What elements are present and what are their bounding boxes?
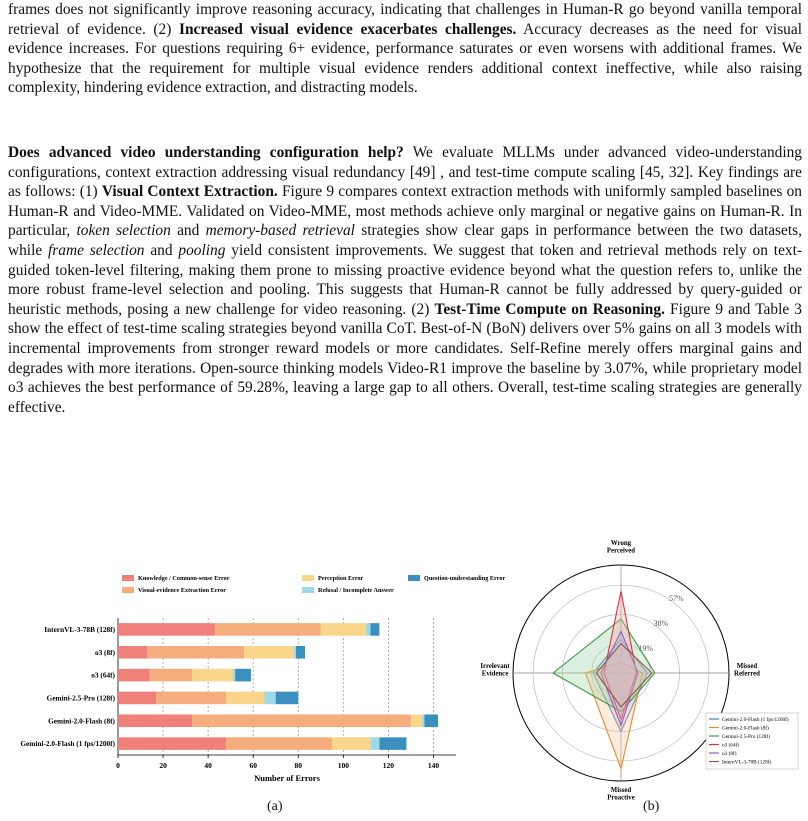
bar-segment: [147, 646, 244, 659]
bar-segment: [118, 692, 156, 705]
legend-swatch: [122, 575, 134, 581]
category-label: InternVL-3-78B (128f): [44, 624, 115, 634]
legend-label: Knowledge / Common-sense Error: [138, 575, 230, 582]
paragraph-2: [8, 143, 802, 417]
p2-run-3: Figure 9 compares context extraction methods with uniformly sampled baselines on Human-R and Video-MME. Validated on Video-MME, most methods achieve only marginal or negative gains on Human-R. In particular,: [8, 183, 802, 240]
bar-segment: [296, 646, 305, 659]
bar-segment: [370, 623, 379, 636]
p1-run-0: frames does not significantly improve reasoning accuracy, indicating that challenges in Human-R go beyond vanilla temporal retrieval of evidence. (2): [8, 1, 802, 38]
bar-segment: [332, 737, 370, 750]
radar-axis-label: Missed Referred: [734, 663, 760, 678]
category-label: o3 (8f): [94, 647, 115, 657]
x-tick-label: 120: [382, 761, 395, 770]
bar-segment: [321, 623, 366, 636]
paragraph-1: [8, 0, 802, 98]
category-label: Gemini-2.0-Flash (8f): [48, 716, 115, 726]
p2-run-8: frame selection: [48, 241, 145, 259]
legend-label: o3 (8f): [722, 751, 737, 757]
x-tick-label: 0: [116, 761, 120, 770]
bar-segment: [422, 714, 424, 727]
category-label: Gemini-2.5-Pro (128f): [46, 693, 115, 703]
category-label: Gemini-2.0-Flash (1 fps/1200f): [20, 739, 115, 749]
radar-axis-label: Missed Proactive: [607, 787, 635, 802]
legend-swatch: [302, 575, 314, 581]
bar-segment: [215, 623, 321, 636]
legend-label: Gemini-2.5-Pro (128f): [722, 734, 770, 740]
bar-segment: [244, 646, 294, 659]
p2-run-9: and: [144, 241, 179, 259]
bar-segment: [192, 669, 233, 682]
bar-segment: [424, 714, 438, 727]
category-label: o3 (64f): [91, 670, 115, 680]
bar-segment: [370, 737, 379, 750]
legend-label: Question-understanding Error: [424, 575, 506, 582]
bar-segment: [118, 623, 215, 636]
bar-segment: [233, 669, 235, 682]
legend-label: Perception Error: [318, 575, 364, 582]
legend-swatch: [302, 587, 314, 593]
bar-segment: [118, 646, 147, 659]
radar-axis-label: Wrong Perceived: [606, 540, 636, 555]
ring-label: 57%: [668, 594, 684, 604]
p1-run-2: Accuracy decreases as the need for visual evidence increases. For questions requiring 6+ evidence, performance saturates or even worsens with additional frames. We hypothesize that the requirement for multiple visual evidence renders additional context ineffective, while also raising complexity, hindering evidence extraction, and distracting models.: [8, 20, 802, 97]
p2-run-7: strategies show clear gaps in performance between the two datasets, while: [8, 222, 802, 259]
ring-label: 38%: [653, 619, 669, 629]
bar-segment: [379, 737, 406, 750]
p2-run-12: Test-Time Compute on Reasoning.: [434, 300, 665, 318]
bar-segment: [264, 692, 275, 705]
x-tick-label: 60: [249, 761, 257, 770]
x-tick-label: 40: [204, 761, 212, 770]
p2-run-6: memory-based retrieval: [205, 222, 355, 240]
bar-segment: [294, 646, 296, 659]
legend-label: o3 (64f): [722, 742, 740, 749]
p2-run-4: token selection: [76, 222, 171, 240]
bar-segment: [150, 669, 193, 682]
p2-run-13: Figure 9 and Table 3 show the effect of test-time scaling strategies beyond vanilla CoT. Best-of-N (BoN) delivers over 5% gains on all 3 models with incremental improvements from stronger reward models or more candidates. Self-Refine merely offers marginal gains and degrades with more iterations. Open-source thinking models Video-R1 improve the baseline by 3.07%, while proprietary model o3 achieves the best performance of 59.28%, leaving a large gap to all others. Overall, test-time scaling strategies are generally effective.: [8, 300, 802, 416]
radar-axis-label: Irrelevant Evidence: [480, 663, 510, 678]
x-tick-label: 20: [159, 761, 167, 770]
bar-segment: [226, 737, 332, 750]
x-tick-label: 140: [427, 761, 440, 770]
x-tick-label: 80: [294, 761, 303, 770]
bar-segment: [411, 714, 422, 727]
bar-segment: [276, 692, 299, 705]
legend-label: Refusal / Incomplete Answer: [318, 587, 394, 594]
p2-run-0: Does advanced video understanding configuration help?: [8, 144, 404, 161]
bar-segment: [192, 714, 411, 727]
p1-run-1: Increased visual evidence exacerbates challenges.: [178, 20, 517, 38]
p2-run-11: yield consistent improvements. We suggest that token and retrieval methods rely on text-guided token-level filtering, making them prone to missing proactive evidence beyond what the question refers to, unlike the more robust frame-level selection and pooling. This suggests that Human-R cannot be fully addressed by query-guided or heuristic methods, posing a new challenge for video reasoning. (2): [8, 241, 802, 318]
bar-segment: [366, 623, 371, 636]
legend-label: Gemini-2.0-Flash (1 fps/1200f): [722, 717, 789, 723]
caption-a: (a): [267, 799, 283, 814]
legend-label: Gemini-2.0-Flash (8f): [722, 725, 769, 732]
p2-run-1: We evaluate MLLMs under advanced video-understanding configurations, context extraction addressing visual redundancy [49] , and test-time compute scaling [45, 32]. Key findings are as follows: (1): [8, 144, 802, 201]
x-tick-label: 100: [337, 761, 349, 770]
bar-segment: [118, 714, 192, 727]
p2-run-5: and: [170, 222, 206, 240]
bar-segment: [226, 692, 264, 705]
caption-b: (b): [643, 799, 660, 814]
legend-swatch: [408, 575, 420, 581]
bar-segment: [156, 692, 226, 705]
bar-segment: [118, 737, 226, 750]
p2-run-10: pooling: [178, 241, 226, 259]
x-axis-label: Number of Errors: [254, 773, 320, 783]
bar-segment: [235, 669, 251, 682]
bar-segment: [118, 669, 150, 682]
legend-swatch: [122, 587, 134, 593]
legend-label: InternVL-3-78B (128f): [722, 759, 772, 766]
ring-label: 19%: [638, 644, 653, 654]
legend-label: Visual-evidence Extraction Error: [138, 587, 226, 594]
p2-run-2: Visual Context Extraction.: [101, 183, 278, 201]
error-radar-chart: [480, 540, 802, 802]
